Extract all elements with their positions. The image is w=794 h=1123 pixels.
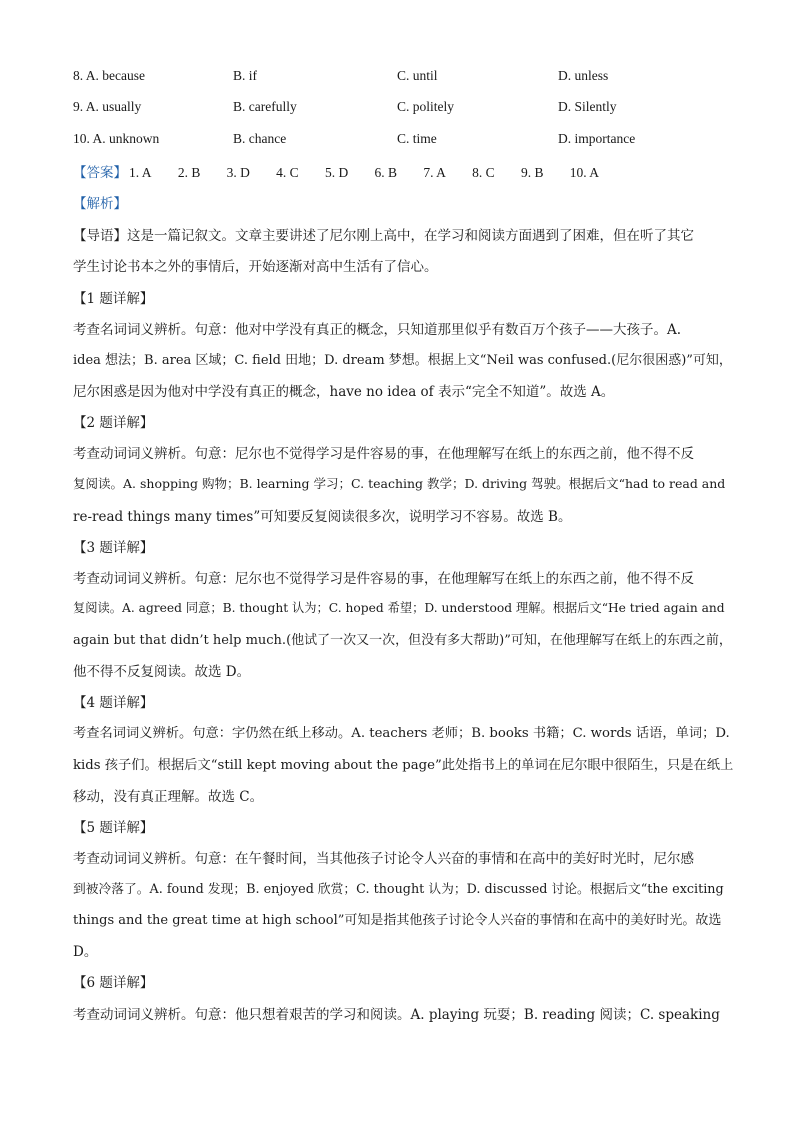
text-line: 移动，没有真正理解。故选 C。 <box>73 789 264 805</box>
option-b: B. chance <box>233 131 287 146</box>
section-heading-4: 【4 题详解】 <box>73 695 154 711</box>
text-line: things and the great time at high school”可知是指其他孩子讨论令人兴奋的事情和在高中的美好时光。故选 <box>73 913 722 928</box>
text-line: 到被冷落了。A. found 发现；B. enjoyed 欣赏；C. thought 认为；D. discussed 讨论。根据后文“the exciting <box>73 882 724 897</box>
option-d: D. Silently <box>558 99 617 114</box>
section-heading-2: 【2 题详解】 <box>73 415 154 431</box>
text-line: 他不得不反复阅读。故选 D。 <box>73 664 251 680</box>
text-line: 考查名词词义辨析。句意：他对中学没有真正的概念，只知道那里似乎有数百万个孩子——大孩子。A. <box>73 322 682 338</box>
option-d: D. importance <box>558 131 636 146</box>
answer-item: 4. C <box>276 165 299 180</box>
text-line: 考查动词词义辨析。句意：尼尔也不觉得学习是件容易的事，在他理解写在纸上的东西之前，他不得不反 <box>73 571 694 587</box>
answer-label: 【答案】 <box>73 165 127 181</box>
text-line: 考查名词词义辨析。句意：字仍然在纸上移动。A. teachers 老师；B. books 书籍；C. words 话语，单词；D. <box>73 726 730 741</box>
option-a: 10. A. unknown <box>73 131 160 146</box>
answer-item: 6. B <box>374 165 398 180</box>
analysis-heading: 【解析】 <box>73 196 127 212</box>
text-line: 考查动词词义辨析。句意：他只想着艰苦的学习和阅读。A. playing 玩耍；B. reading 阅读；C. speaking <box>73 1007 720 1023</box>
option-c: C. time <box>397 131 437 146</box>
answer-item: 7. A <box>423 165 446 180</box>
answer-row <box>73 161 621 183</box>
text-line: 学生讨论书本之外的事情后，开始逐渐对高中生活有了信心。 <box>73 259 438 275</box>
option-b: B. carefully <box>233 99 297 114</box>
text-line: 考查动词词义辨析。句意：在午餐时间，当其他孩子讨论令人兴奋的事情和在高中的美好时光时，尼尔感 <box>73 851 694 867</box>
section-heading-1: 【1 题详解】 <box>73 291 154 307</box>
text-line: 复阅读。A. shopping 购物；B. learning 学习；C. teaching 教学；D. driving 驾驶。根据后文“had to read and <box>73 476 726 491</box>
text-line: D。 <box>73 944 98 960</box>
text-line: re-read things many times”可知要反复阅读很多次，说明学习不容易。故选 B。 <box>73 509 572 525</box>
text-line: again but that didn’t help much.(他试了一次又一次，但没有多大帮助)”可知，在他理解写在纸上的东西之前， <box>73 633 732 648</box>
answer-item: 10. A <box>569 165 600 180</box>
option-c: C. politely <box>397 99 454 114</box>
answer-item: 2. B <box>177 165 201 180</box>
option-b: B. if <box>233 68 258 83</box>
answer-item: 3. D <box>226 165 250 180</box>
option-row-10 <box>73 131 733 151</box>
option-a: 9. A. usually <box>73 99 142 114</box>
answer-item: 9. B <box>520 165 544 180</box>
text-line: kids 孩子们。根据后文“still kept moving about the page”此处指书上的单词在尼尔眼中很陌生，只是在纸上 <box>73 758 734 773</box>
option-row-9 <box>73 99 733 119</box>
text-line: 考查动词词义辨析。句意：尼尔也不觉得学习是件容易的事，在他理解写在纸上的东西之前，他不得不反 <box>73 446 694 462</box>
option-a: 8. A. because <box>73 68 145 83</box>
section-heading-6: 【6 题详解】 <box>73 975 154 991</box>
answer-item: 1. A <box>129 165 152 180</box>
guide-paragraph-line <box>73 224 694 244</box>
section-heading-5: 【5 题详解】 <box>73 820 154 836</box>
answer-item: 5. D <box>324 165 349 180</box>
option-d: D. unless <box>558 68 609 83</box>
option-row-8 <box>73 68 733 88</box>
section-heading-3: 【3 题详解】 <box>73 540 154 556</box>
answer-item: 8. C <box>472 165 495 180</box>
guide-text: 这是一篇记叙文。文章主要讲述了尼尔刚上高中，在学习和阅读方面遇到了困难，但在听了其它 <box>127 228 694 244</box>
guide-label: 【导语】 <box>73 228 127 244</box>
text-line: idea 想法；B. area 区域；C. field 田地；D. dream 梦想。根据上文“Neil was confused.(尼尔很困惑)”可知， <box>73 353 732 368</box>
option-c: C. until <box>397 68 438 83</box>
text-line: 复阅读。A. agreed 同意；B. thought 认为；C. hoped 希望；D. understood 理解。根据后文“He tried again and <box>73 601 725 615</box>
text-line: 尼尔困惑是因为他对中学没有真正的概念，have no idea of 表示“完全不知道”。故选 A。 <box>73 384 615 400</box>
